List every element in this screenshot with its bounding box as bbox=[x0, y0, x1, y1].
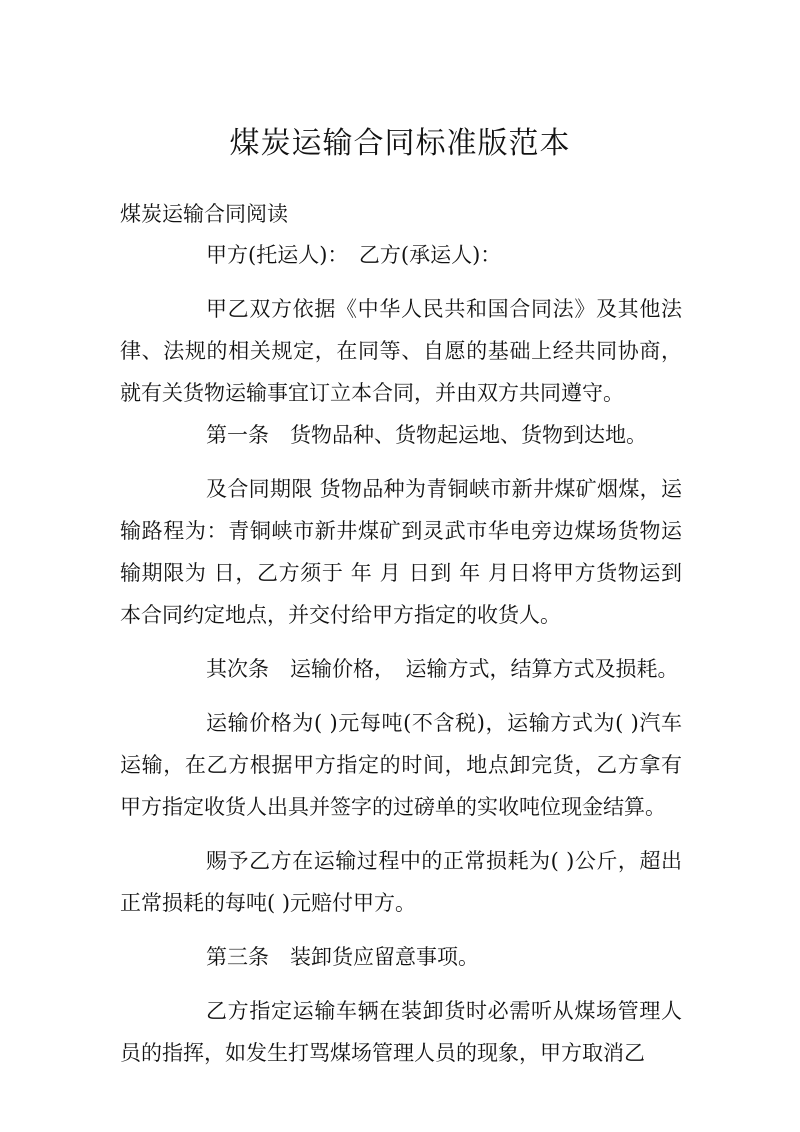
paragraph-article-1-body: 及合同期限 货物品种为青铜峡市新井煤矿烟煤，运输路程为：青铜峡市新井煤矿到灵武市华电旁边煤场货物运输期限为 日，乙方须于 年 月 日到 年 月日将甲方货物运到本合同约定地点，并交付给甲方指定的收货人。 bbox=[120, 477, 682, 627]
document-title: 煤炭运输合同标准版范本 bbox=[229, 126, 571, 161]
paragraph-article-2-heading: 其次条 运输价格， 运输方式，结算方式及损耗。 bbox=[206, 657, 679, 681]
paragraph-loss: 赐予乙方在运输过程中的正常损耗为( )公斤，超出正常损耗的每吨( )元赔付甲方。 bbox=[120, 849, 682, 915]
document-subtitle: 煤炭运输合同阅读 bbox=[120, 202, 288, 226]
paragraph-parties: 甲方(托运人)： 乙方(承运人)： bbox=[206, 243, 502, 267]
paragraph-article-2-body: 运输价格为( )元每吨(不含税)，运输方式为( )汽车运输，在乙方根据甲方指定的时间，地点卸完货，乙方拿有甲方指定收货人出具并签字的过磅单的实收吨位现金结算。 bbox=[120, 711, 682, 819]
paragraph-preamble: 甲乙双方依据《中华人民共和国合同法》及其他法律、法规的相关规定，在同等、自愿的基础上经共同协商，就有关货物运输事宜订立本合同，并由双方共同遵守。 bbox=[120, 297, 682, 405]
paragraph-article-1-heading: 第一条 货物品种、货物起运地、货物到达地。 bbox=[206, 423, 647, 447]
document-body bbox=[120, 234, 682, 1074]
paragraph-article-3-heading: 第三条 装卸货应留意事项。 bbox=[206, 945, 479, 969]
paragraph-article-3-body: 乙方指定运输车辆在装卸货时必需听从煤场管理人员的指挥，如发生打骂煤场管理人员的现象，甲方取消乙 bbox=[120, 999, 682, 1065]
